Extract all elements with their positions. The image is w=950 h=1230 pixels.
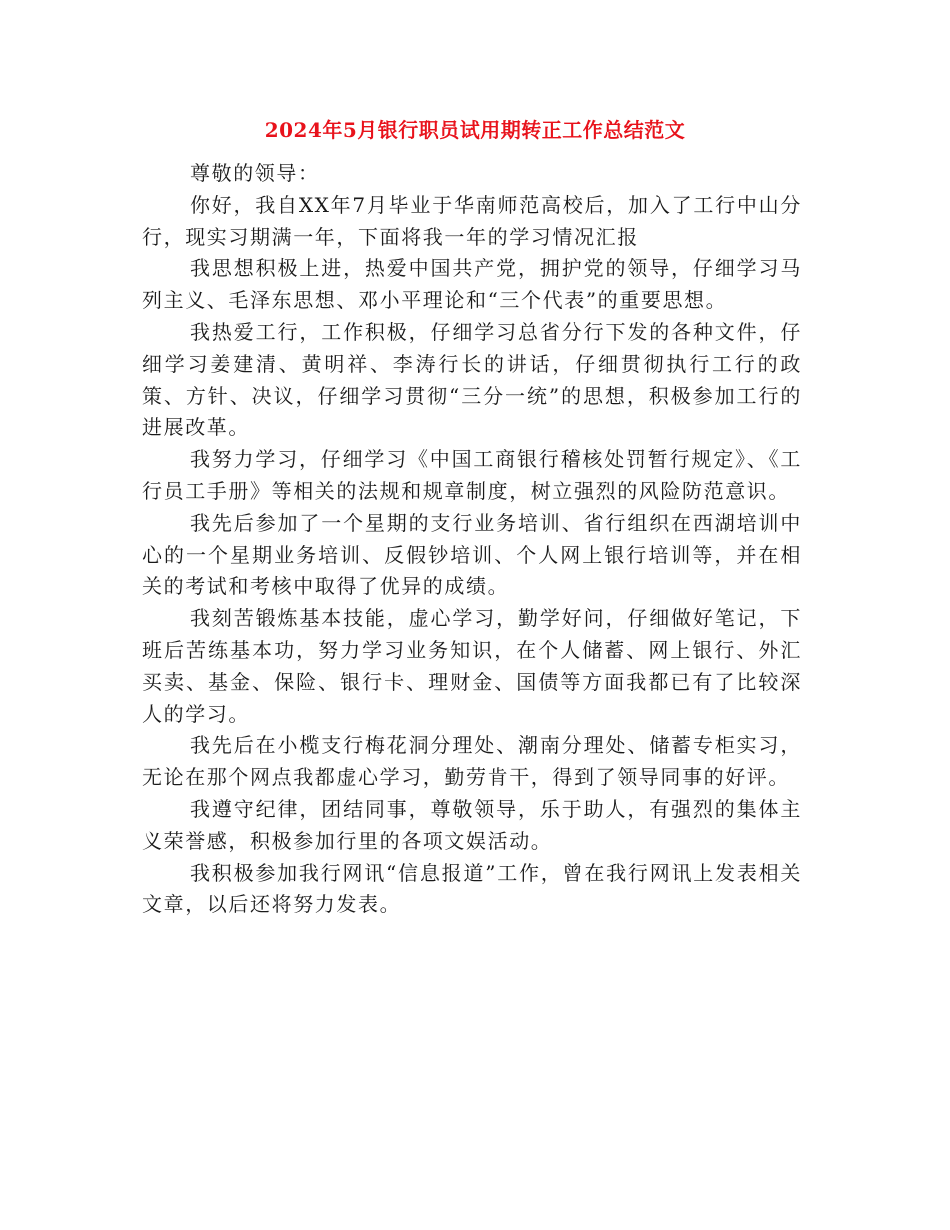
paragraph-salutation: 尊敬的领导： (190, 161, 320, 185)
paragraph: 我遵守纪律，团结同事，尊敬领导，乐于助人，有强烈的集体主义荣誉感，积极参加行里的各项文娱活动。 (142, 796, 802, 853)
document-title: 2024年5月银行职员试用期转正工作总结范文 (264, 118, 686, 142)
paragraph: 你好，我自XX年7月毕业于华南师范高校后，加入了工行中山分行，现实习期满一年，下面将我一年的学习情况汇报 (142, 192, 802, 249)
paragraph: 我先后参加了一个星期的支行业务培训、省行组织在西湖培训中心的一个星期业务培训、反假钞培训、个人网上银行培训等，并在相关的考试和考核中取得了优异的成绩。 (142, 510, 802, 599)
paragraph: 我热爱工行，工作积极，仔细学习总省分行下发的各种文件，仔细学习姜建清、黄明祥、李涛行长的讲话，仔细贯彻执行工行的政策、方针、决议，仔细学习贯彻“三分一统”的思想，积极参加工行的进展改革。 (142, 319, 802, 440)
paragraph: 我刻苦锻炼基本技能，虚心学习，勤学好问，仔细做好笔记，下班后苦练基本功，努力学习业务知识，在个人储蓄、网上银行、外汇买卖、基金、保险、银行卡、理财金、国债等方面我都已有了比较深人的学习。 (142, 606, 802, 726)
paragraph: 我努力学习，仔细学习《中国工商银行稽核处罚暂行规定》、《工行员工手册》等相关的法规和规章制度，树立强烈的风险防范意识。 (142, 447, 802, 503)
paragraph: 我先后在小榄支行梅花洞分理处、潮南分理处、储蓄专柜实习，无论在那个网点我都虚心学习，勤劳肯干，得到了领导同事的好评。 (142, 733, 802, 790)
paragraph: 我积极参加我行网讯“信息报道”工作，曾在我行网讯上发表相关文章，以后还将努力发表。 (142, 860, 802, 917)
document-body (142, 158, 802, 921)
paragraph: 我思想积极上进，热爱中国共产党，拥护党的领导，仔细学习马列主义、毛泽东思想、邓小平理论和“三个代表”的重要思想。 (142, 256, 802, 313)
